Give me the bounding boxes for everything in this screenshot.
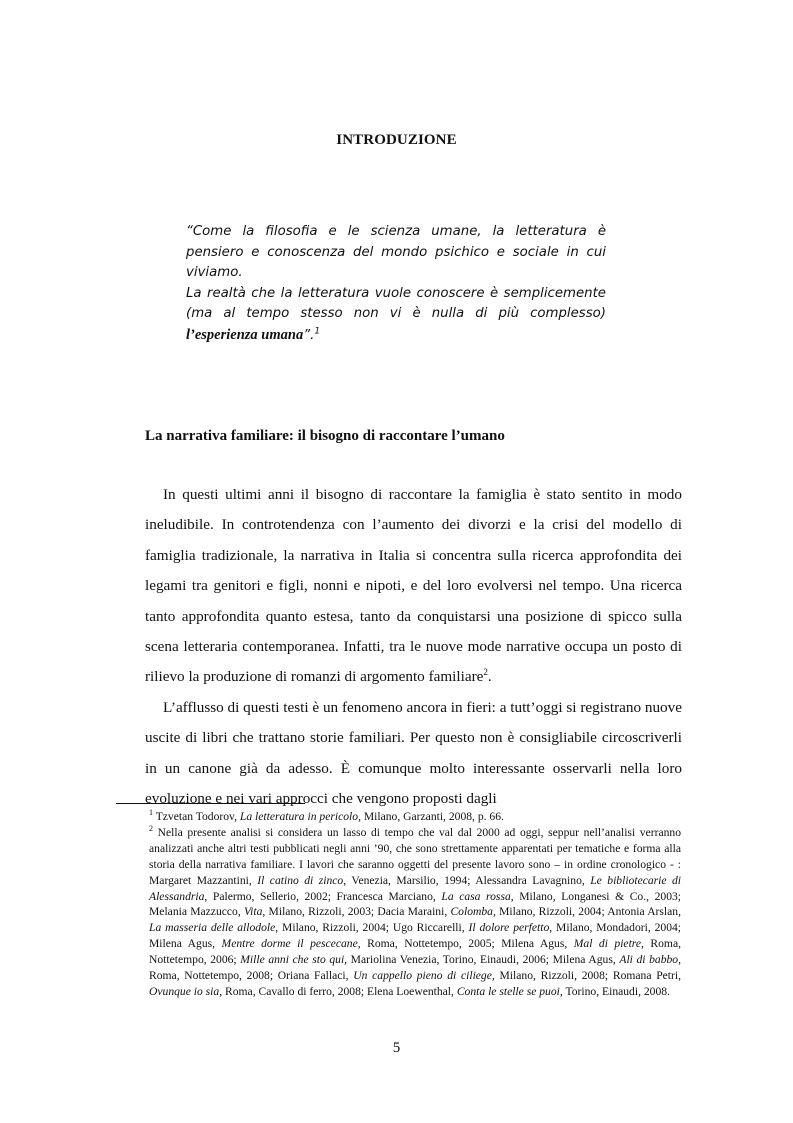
footnote-book-title: La letteratura in pericolo xyxy=(239,810,359,823)
footnote-text: Roma, Nottetempo, 2006; xyxy=(149,937,681,967)
footnote-text: Roma, Nottetempo, 2005; Milena Agus, xyxy=(360,937,574,951)
footnote-2-number: 2 xyxy=(149,824,153,834)
footnote-ref-2[interactable]: 2 xyxy=(483,667,488,678)
footnote-separator xyxy=(116,803,305,804)
page-title: INTRODUZIONE xyxy=(336,132,457,148)
footnote-text: Milano, Rizzoli, 2008; Romana Petri, xyxy=(494,969,681,983)
footnote-book-title: Mille anni che sto qui, xyxy=(240,953,348,967)
footnote-book-title: La casa rossa, xyxy=(441,889,514,903)
epigraph-bold-phrase: l’esperienza umana xyxy=(186,326,304,343)
footnote-book-title: Vita xyxy=(243,905,263,919)
footnote-2 xyxy=(149,825,681,1000)
epigraph-line-2: La realtà che la letteratura vuole conoscere è semplicemente (ma al tempo stesso non vi è nulla di più complesso) xyxy=(186,285,606,321)
footnote-text: Mariolina Venezia, Torino, Einaudi, 2006; Milena Agus, xyxy=(347,953,620,967)
footnote-text: Milano, Mondadori, 2004; Milena Agus, xyxy=(149,921,682,951)
footnote-book-title: Mal di pietre, xyxy=(573,937,644,951)
footnote-text: Milano, Rizzoli, 2004; Ugo Riccarelli, xyxy=(278,921,469,935)
footnote-text: , Milano, Rizzoli, 2004; Antonia Arslan, xyxy=(492,905,681,919)
epigraph-quote xyxy=(186,222,606,346)
footnote-text: Nella presente analisi si considera un lasso di tempo che val dal 2000 ad oggi, seppur nell’analisi verranno analizzati anche altri testi pubblicati negli anni ’90, che sono strettamente apparentati per tematiche e forma alla storia della narrativa familiare. I lavori che saranno oggetti del presente lavoro sono – in ordine cronologico - : Margaret Mazzantini, xyxy=(149,825,681,887)
footnote-book-title: Colomba xyxy=(450,905,493,919)
footnote-book-title: La masseria delle allodole, xyxy=(149,921,279,935)
footnote-text: , Venezia, Marsilio, 1994; Alessandra Lavagnino, xyxy=(343,873,591,887)
footnote-text: Roma, Nottetempo, 2008; Oriana Fallaci, xyxy=(149,969,354,983)
footnote-book-title: Il dolore perfetto, xyxy=(468,921,553,935)
paragraph-1-text: In questi ultimi anni il bisogno di raccontare la famiglia è stato sentito in modo ineludibile. In controtendenza con l’aumento dei divorzi e la crisi del modello di famiglia tradizionale, la narrativa in Italia si concentra sulla ricerca approfondita dei legami tra genitori e figli, nonni e nipoti, e del loro evolversi nel tempo. Una ricerca tanto approfondita quanto estesa, tanto da conquistarsi una posizione di spicco sulla scena letteraria contemporanea. Infatti, tra le nuove mode narrative occupa un posto di rilievo la produzione di romanzi di argomento familiare xyxy=(145,486,682,686)
footnote-book-title: Il catino di zinco xyxy=(257,873,344,887)
footnote-book-title: Mentre dorme il pescecane, xyxy=(221,937,361,951)
footnote-1 xyxy=(149,809,681,825)
footnote-book-title: Ovunque io sia, xyxy=(149,984,223,998)
footnote-text: Milano, Longanesi & Co., 2003; Melania Mazzucco, xyxy=(149,889,682,919)
footnote-book-title: Conta le stelle se puoi, xyxy=(456,984,563,998)
paragraph-1-end: . xyxy=(487,668,492,686)
body-text xyxy=(145,480,682,814)
paragraph-2: L’afflusso di questi testi è un fenomeno ancora in fieri: a tutt’oggi si registrano nuove uscite di libri che trattano storie familiari. Per questo non è consigliabile circoscriverli in un canone già da adesso. È comunque molto interessante osservarli nella loro evoluzione e nei vari approcci che vengono proposti dagli xyxy=(145,698,682,808)
epigraph-line-1: “Come la filosofia e le scienza umane, la letteratura è pensiero e conoscenza del mondo psichico e sociale in cui viviamo. xyxy=(186,224,606,280)
footnote-book-title: Un cappello pieno di ciliege, xyxy=(353,969,495,983)
footnote-book-title: Le bibliotecarie di Alessandria xyxy=(149,873,682,903)
section-heading: La narrativa familiare: il bisogno di raccontare l’umano xyxy=(145,428,505,444)
footnote-book-title: Ali di babbo, xyxy=(619,953,681,967)
footnote-text: Torino, Einaudi, 2008. xyxy=(562,984,670,998)
paragraph-1 xyxy=(145,480,682,693)
page-number: 5 xyxy=(392,1040,401,1056)
footnote-text: , Palermo, Sellerio, 2002; Francesca Marciano, xyxy=(204,889,442,903)
epigraph-end: ”. xyxy=(303,327,315,343)
footnote-1-number: 1 xyxy=(149,808,153,818)
footnote-text: Tzvetan Todorov, xyxy=(153,810,240,823)
footnote-text: Roma, Cavallo di ferro, 2008; Elena Loewenthal, xyxy=(222,984,457,998)
footnote-text: , Milano, Garzanti, 2008, p. 66. xyxy=(358,810,504,823)
footnotes xyxy=(149,809,681,1000)
footnote-text: , Milano, Rizzoli, 2003; Dacia Maraini, xyxy=(262,905,451,919)
footnote-ref-1[interactable]: 1 xyxy=(314,326,321,337)
